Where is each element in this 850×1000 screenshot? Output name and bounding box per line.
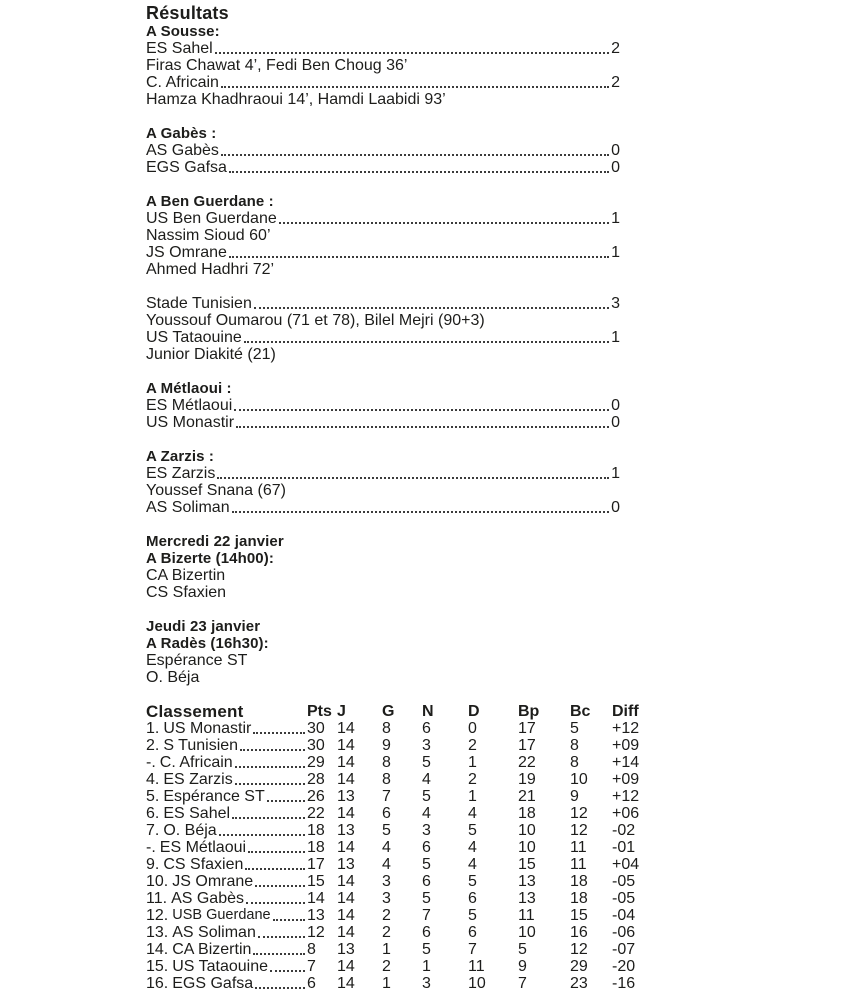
- standings-row: [146, 771, 660, 788]
- fixture-venue: A Bizerte (14h00):: [146, 550, 274, 567]
- played: 14: [337, 907, 355, 924]
- rank: 15.: [146, 958, 169, 975]
- played: 13: [337, 822, 355, 839]
- draws: 4: [422, 805, 431, 822]
- dotted-leader: [232, 511, 610, 513]
- pts: 29: [307, 754, 325, 771]
- played: 14: [337, 754, 355, 771]
- standings-title: Classement: [146, 702, 244, 721]
- goals-against: 23: [570, 975, 588, 992]
- goal-diff: +04: [612, 856, 640, 873]
- match-line: [146, 210, 620, 227]
- rank: 6.: [146, 805, 160, 822]
- col-header-pts: Pts: [307, 703, 332, 720]
- club-name: AS Gabès: [171, 890, 244, 907]
- wins: 4: [382, 856, 391, 873]
- goal-diff: +14: [612, 754, 640, 771]
- played: 14: [337, 771, 355, 788]
- fixture-date: Jeudi 23 janvier: [146, 618, 261, 635]
- team-score: 1: [611, 465, 620, 482]
- played: 14: [337, 975, 355, 992]
- club-name: US Tataouine: [172, 958, 269, 975]
- club-name: EGS Gafsa: [172, 975, 254, 992]
- losses: 0: [468, 720, 477, 737]
- goals-for: 13: [518, 890, 536, 907]
- venue-heading: A Métlaoui :: [146, 380, 232, 397]
- team-name: C. Africain: [146, 74, 219, 91]
- club-name: USB Guerdane: [172, 907, 271, 923]
- match-line: [146, 465, 620, 482]
- standings-row: [146, 720, 660, 737]
- goals-against: 12: [570, 941, 588, 958]
- draws: 5: [422, 754, 431, 771]
- wins: 5: [382, 822, 391, 839]
- match-line: [146, 414, 620, 431]
- goals-for: 18: [518, 805, 536, 822]
- losses: 5: [468, 907, 477, 924]
- club-name: ES Zarzis: [163, 771, 233, 788]
- losses: 1: [468, 754, 477, 771]
- team-name: AS Soliman: [146, 499, 230, 516]
- goals-against: 16: [570, 924, 588, 941]
- dotted-leader: [270, 970, 305, 972]
- rank: 1.: [146, 720, 160, 737]
- club-name: JS Omrane: [172, 873, 254, 890]
- venue-heading: A Gabès :: [146, 125, 217, 142]
- losses: 6: [468, 890, 477, 907]
- scorers-line: Ahmed Hadhri 72’: [146, 261, 275, 278]
- played: 14: [337, 924, 355, 941]
- venue-heading: A Sousse:: [146, 23, 220, 40]
- dotted-leader: [279, 222, 609, 224]
- goal-diff: +12: [612, 788, 640, 805]
- col-header-n: N: [422, 703, 434, 720]
- dotted-leader: [240, 749, 305, 751]
- goals-for: 7: [518, 975, 527, 992]
- goals-for: 17: [518, 720, 536, 737]
- match-line: [146, 329, 620, 346]
- losses: 5: [468, 873, 477, 890]
- team-score: 1: [611, 244, 620, 261]
- standings-row: [146, 924, 660, 941]
- played: 13: [337, 856, 355, 873]
- goals-for: 11: [518, 907, 535, 924]
- pts: 12: [307, 924, 325, 941]
- col-header-d: D: [468, 703, 480, 720]
- club-name: C. Africain: [159, 754, 233, 771]
- goals-against: 8: [570, 737, 579, 754]
- draws: 6: [422, 873, 431, 890]
- goal-diff: +06: [612, 805, 640, 822]
- wins: 6: [382, 805, 391, 822]
- club-name: Espérance ST: [163, 788, 265, 805]
- team-score: 0: [611, 397, 620, 414]
- club-name: AS Soliman: [172, 924, 256, 941]
- losses: 10: [468, 975, 486, 992]
- club-name: O. Béja: [163, 822, 217, 839]
- goals-against: 10: [570, 771, 588, 788]
- team-name: EGS Gafsa: [146, 159, 227, 176]
- standings-row: [146, 805, 660, 822]
- team-score: 0: [611, 159, 620, 176]
- standings-row: [146, 737, 660, 754]
- team-score: 2: [611, 74, 620, 91]
- played: 14: [337, 737, 355, 754]
- wins: 1: [382, 941, 391, 958]
- pts: 14: [307, 890, 325, 907]
- team-score: 1: [611, 210, 620, 227]
- draws: 3: [422, 737, 431, 754]
- wins: 8: [382, 754, 391, 771]
- fixture-date: Mercredi 22 janvier: [146, 533, 284, 550]
- venue-heading: A Ben Guerdane :: [146, 193, 274, 210]
- standings-row: [146, 975, 660, 992]
- losses: 1: [468, 788, 477, 805]
- dotted-leader: [246, 902, 305, 904]
- losses: 2: [468, 737, 477, 754]
- fixture-section-mercredi: [146, 533, 620, 601]
- standings-row: [146, 873, 660, 890]
- match-line: [146, 295, 620, 312]
- pts: 17: [307, 856, 325, 873]
- draws: 4: [422, 771, 431, 788]
- losses: 4: [468, 856, 477, 873]
- venue-heading: A Zarzis :: [146, 448, 214, 465]
- result-section-stade-tunisien: [146, 295, 620, 363]
- rank: 2.: [146, 737, 160, 754]
- goals-against: 18: [570, 873, 588, 890]
- goal-diff: -02: [612, 822, 636, 839]
- standings-header-row: [146, 703, 660, 720]
- goals-for: 15: [518, 856, 536, 873]
- goal-diff: -01: [612, 839, 636, 856]
- dotted-leader: [254, 307, 609, 309]
- wins: 7: [382, 788, 391, 805]
- club-name: US Monastir: [163, 720, 252, 737]
- goals-for: 10: [518, 839, 536, 856]
- match-line: [146, 159, 620, 176]
- rank: 13.: [146, 924, 169, 941]
- goals-for: 10: [518, 924, 536, 941]
- dotted-leader: [221, 86, 609, 88]
- fixture-team: O. Béja: [146, 669, 200, 686]
- scorers-line: Youssef Snana (67): [146, 482, 286, 499]
- pts: 15: [307, 873, 325, 890]
- goal-diff: -20: [612, 958, 636, 975]
- pts: 13: [307, 907, 325, 924]
- scorers-line: Youssouf Oumarou (71 et 78), Bilel Mejri (90+3): [146, 312, 485, 329]
- standings-row: [146, 822, 660, 839]
- match-line: [146, 499, 620, 516]
- played: 14: [337, 839, 355, 856]
- team-name: AS Gabès: [146, 142, 219, 159]
- goal-diff: -16: [612, 975, 636, 992]
- goals-for: 9: [518, 958, 527, 975]
- played: 14: [337, 890, 355, 907]
- losses: 6: [468, 924, 477, 941]
- team-name: ES Zarzis: [146, 465, 216, 482]
- pts: 30: [307, 737, 325, 754]
- dotted-leader: [255, 987, 305, 989]
- dotted-leader: [221, 154, 609, 156]
- goal-diff: -06: [612, 924, 636, 941]
- team-name: ES Métlaoui: [146, 397, 233, 414]
- draws: 1: [422, 958, 431, 975]
- goals-against: 8: [570, 754, 579, 771]
- goals-for: 21: [518, 788, 536, 805]
- col-header-g: G: [382, 703, 395, 720]
- rank: 4.: [146, 771, 160, 788]
- dotted-leader: [234, 409, 609, 411]
- wins: 8: [382, 720, 391, 737]
- dotted-leader: [253, 953, 305, 955]
- club-name: ES Sahel: [163, 805, 231, 822]
- wins: 2: [382, 924, 391, 941]
- rank: 5.: [146, 788, 160, 805]
- wins: 3: [382, 873, 391, 890]
- dotted-leader: [236, 426, 609, 428]
- team-score: 0: [611, 142, 620, 159]
- played: 13: [337, 941, 355, 958]
- draws: 5: [422, 788, 431, 805]
- pts: 28: [307, 771, 325, 788]
- wins: 3: [382, 890, 391, 907]
- fixture-venue: A Radès (16h30):: [146, 635, 269, 652]
- pts: 18: [307, 822, 325, 839]
- dotted-leader: [267, 800, 305, 802]
- played: 14: [337, 720, 355, 737]
- goal-diff: -04: [612, 907, 636, 924]
- club-name: ES Métlaoui: [159, 839, 247, 856]
- dotted-leader: [244, 341, 609, 343]
- played: 14: [337, 958, 355, 975]
- fixture-section-jeudi: [146, 618, 620, 686]
- col-header-bp: Bp: [518, 703, 540, 720]
- wins: 2: [382, 907, 391, 924]
- goals-for: 17: [518, 737, 536, 754]
- wins: 9: [382, 737, 391, 754]
- col-header-diff: Diff: [612, 703, 639, 720]
- fixture-team: Espérance ST: [146, 652, 248, 669]
- club-name: CA Bizertin: [172, 941, 252, 958]
- match-line: [146, 244, 620, 261]
- losses: 7: [468, 941, 477, 958]
- standings-row: [146, 754, 660, 771]
- losses: 4: [468, 805, 477, 822]
- match-line: [146, 74, 620, 91]
- standings-row: [146, 788, 660, 805]
- draws: 3: [422, 975, 431, 992]
- losses: 4: [468, 839, 477, 856]
- team-score: 3: [611, 295, 620, 312]
- losses: 11: [468, 958, 485, 975]
- goals-for: 13: [518, 873, 536, 890]
- team-score: 1: [611, 329, 620, 346]
- pts: 30: [307, 720, 325, 737]
- dotted-leader: [229, 171, 609, 173]
- dotted-leader: [258, 936, 305, 938]
- goals-against: 9: [570, 788, 579, 805]
- club-name: S Tunisien: [163, 737, 239, 754]
- standings-row: [146, 839, 660, 856]
- goal-diff: +12: [612, 720, 640, 737]
- goals-against: 29: [570, 958, 588, 975]
- draws: 5: [422, 890, 431, 907]
- goals-for: 22: [518, 754, 536, 771]
- wins: 2: [382, 958, 391, 975]
- rank: 7.: [146, 822, 160, 839]
- result-section-zarzis: [146, 448, 620, 516]
- goals-against: 12: [570, 822, 588, 839]
- result-section-sousse: [146, 23, 620, 108]
- goals-against: 11: [570, 839, 587, 856]
- team-score: 0: [611, 414, 620, 431]
- rank: 11.: [146, 890, 168, 907]
- rank: -.: [146, 754, 156, 771]
- wins: 1: [382, 975, 391, 992]
- wins: 4: [382, 839, 391, 856]
- goals-against: 15: [570, 907, 588, 924]
- col-header-j: J: [337, 703, 346, 720]
- team-name: US Tataouine: [146, 329, 242, 346]
- wins: 8: [382, 771, 391, 788]
- dotted-leader: [217, 477, 609, 479]
- scorers-line: Firas Chawat 4’, Fedi Ben Choug 36’: [146, 57, 408, 74]
- pts: 7: [307, 958, 316, 975]
- rank: 9.: [146, 856, 160, 873]
- draws: 6: [422, 720, 431, 737]
- goals-against: 5: [570, 720, 579, 737]
- goal-diff: -07: [612, 941, 636, 958]
- pts: 26: [307, 788, 325, 805]
- match-line: [146, 397, 620, 414]
- team-score: 0: [611, 499, 620, 516]
- losses: 5: [468, 822, 477, 839]
- goal-diff: +09: [612, 737, 640, 754]
- goal-diff: -05: [612, 890, 636, 907]
- rank: 16.: [146, 975, 169, 992]
- goals-for: 5: [518, 941, 527, 958]
- page-title: Résultats: [146, 3, 229, 23]
- goal-diff: +09: [612, 771, 640, 788]
- team-name: US Monastir: [146, 414, 235, 431]
- dotted-leader: [232, 817, 305, 819]
- pts: 18: [307, 839, 325, 856]
- dotted-leader: [248, 851, 305, 853]
- rank: 12.: [146, 907, 169, 924]
- goal-diff: -05: [612, 873, 636, 890]
- draws: 3: [422, 822, 431, 839]
- dotted-leader: [255, 885, 305, 887]
- match-line: [146, 142, 620, 159]
- dotted-leader: [219, 834, 305, 836]
- pts: 6: [307, 975, 316, 992]
- scorers-line: Nassim Sioud 60’: [146, 227, 271, 244]
- goals-for: 19: [518, 771, 536, 788]
- rank: -.: [146, 839, 156, 856]
- played: 14: [337, 873, 355, 890]
- result-section-metlaoui: [146, 380, 620, 431]
- goals-against: 18: [570, 890, 588, 907]
- fixture-team: CA Bizertin: [146, 567, 226, 584]
- played: 14: [337, 805, 355, 822]
- goals-for: 10: [518, 822, 536, 839]
- team-name: JS Omrane: [146, 244, 227, 261]
- dotted-leader: [253, 732, 305, 734]
- dotted-leader: [273, 919, 305, 921]
- dotted-leader: [229, 256, 609, 258]
- rank: 10.: [146, 873, 169, 890]
- standings-row: [146, 941, 660, 958]
- rank: 14.: [146, 941, 169, 958]
- standings-table: [146, 703, 660, 992]
- draws: 6: [422, 924, 431, 941]
- dotted-leader: [215, 52, 609, 54]
- standings-row: [146, 958, 660, 975]
- dotted-leader: [235, 766, 305, 768]
- draws: 5: [422, 856, 431, 873]
- standings-row: [146, 890, 660, 907]
- played: 13: [337, 788, 355, 805]
- dotted-leader: [245, 868, 305, 870]
- draws: 7: [422, 907, 431, 924]
- team-score: 2: [611, 40, 620, 57]
- losses: 2: [468, 771, 477, 788]
- goals-against: 11: [570, 856, 587, 873]
- draws: 5: [422, 941, 431, 958]
- scorers-line: Hamza Khadhraoui 14’, Hamdi Laabidi 93’: [146, 91, 446, 108]
- col-header-bc: Bc: [570, 703, 591, 720]
- standings-row: [146, 856, 660, 873]
- match-line: [146, 40, 620, 57]
- scorers-line: Junior Diakité (21): [146, 346, 276, 363]
- dotted-leader: [235, 783, 305, 785]
- team-name: ES Sahel: [146, 40, 213, 57]
- pts: 8: [307, 941, 316, 958]
- team-name: Stade Tunisien: [146, 295, 252, 312]
- club-name: CS Sfaxien: [163, 856, 244, 873]
- result-section-gabes: [146, 125, 620, 176]
- result-section-ben-guerdane: [146, 193, 620, 278]
- draws: 6: [422, 839, 431, 856]
- fixture-team: CS Sfaxien: [146, 584, 227, 601]
- team-name: US Ben Guerdane: [146, 210, 277, 227]
- goals-against: 12: [570, 805, 588, 822]
- standings-row: [146, 907, 660, 924]
- pts: 22: [307, 805, 325, 822]
